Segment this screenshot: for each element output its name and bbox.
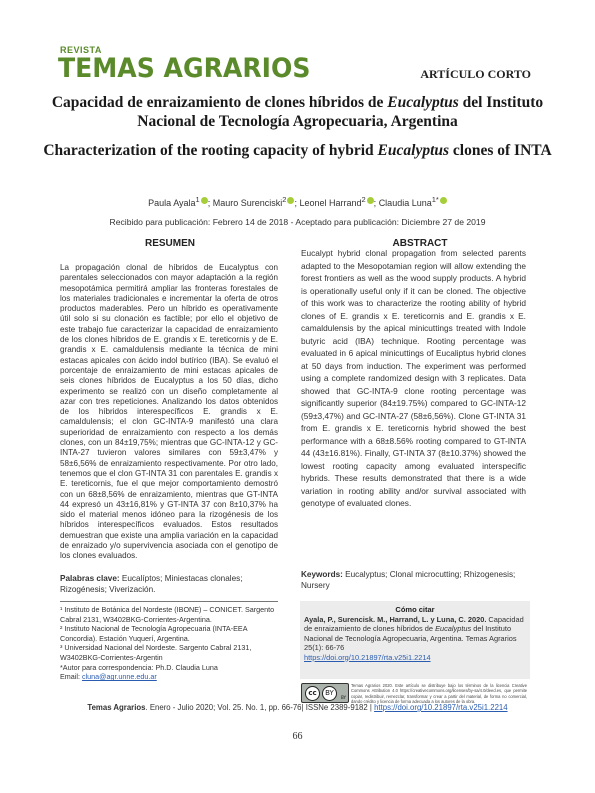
orcid-icon[interactable]	[367, 197, 374, 204]
license-text: Temas Agrarios 2020. Este artículo se distribuye bajo los términos de la licencia Creative Commons Attribution 4.0 https://creativecommons.org/licenses/by-sa/4.0/deed.es, que permite copiar, redistribuir, remezclar, transformar y crear a partir del material, de forma no comercial, dando crédito y licencia de forma adecuada a los autores de la obra.	[351, 683, 527, 704]
orcid-icon[interactable]	[440, 197, 447, 204]
journal-name-logo: TEMAS AGRARIOS	[58, 53, 311, 84]
resumen-body: La propagación clonal de híbridos de Eucalyptus con parentales seleccionados con mayor adaptación a la región mesopotámica permitirá ampliar las fronteras forestales de los materiales tradicionales e incrementar la oferta de otros productos maderables. Pero un híbrido es operativamente útil solo si su clonación es factible; por ello el objetivo de este trabajo fue caracterizar la capacidad de enraizamiento de los clones híbridos de E. grandis x E. tereticornis y de E. grandis x E. camaldulensis mediante la técnica de mini estacas apicales con ácido indol butírico (IBA). Se evaluó el porcentaje de enraizamiento de mini estacas apicales de seis clones híbridos de Eucalyptus a los 50 días, dicho experimento se realizó con un diseño completamente al azar con tres repeticiones. Analizando los datos obtenidos de los híbridos interespecíficos E. grandis x E. camaldulensis; el clon GC-INTA-9 manifestó una clara superioridad de enraizamiento con respecto a los demás clones, con un 84±19,75%; mientras que GC-INTA-12 y GC-INTA-27 tuvieron valores similares con 59±3,47% y 58±6,56% de enraizamiento respectivamente. Por otro lado, tenemos que el clon GT-INTA 31 con parentales E. grandis x E. tereticornis, fue el que mejor comportamiento demostró con un 68±8,56% de enraizamiento, mientras que GT-INTA 44 expresó un 43±16,81% y GT-INTA 37 con 8±10,37% ha sido el material menos idóneo para la rizogénesis de los híbridos interespecíficos evaluados. Estos resultados demuestran que existe una amplia variación en la capacidad de enraizado y/o supervivencia asociada con el genotipo de los clones evaluados.	[60, 263, 278, 561]
citation-heading: Cómo citar	[395, 605, 435, 614]
affiliation-divider	[60, 601, 278, 602]
author-name: Claudia Luna	[378, 198, 432, 208]
page-footer: Temas Agrarios. Enero - Julio 2020; Vol. 25. No. 1, pp. 66-76| ISSNe 2389-9182 | https://doi.org/10.21897/rta.v25i1.2214	[87, 703, 508, 712]
affiliation-item: ² Instituto Nacional de Tecnología Agropecuaria (INTA-EEA Concordia). Estación Yuquerí, Argentina.	[60, 624, 248, 643]
citation-doi-link[interactable]: https://doi.org/10.21897/rta.v25i1.2214	[304, 652, 431, 662]
email-line: Email: cluna@agr.unne.edu.ar	[60, 672, 157, 682]
cc-license-badge[interactable]	[301, 683, 349, 703]
abstract-heading: ABSTRACT	[392, 238, 448, 249]
author-list: Paula Ayala$^1$ ; Mauro Surenciski$^2$ ; Leonel Harrand$^2$ ; Claudia Luna$^{1*}$	[0, 195, 595, 208]
author-name: Paula Ayala	[148, 198, 196, 208]
corresponding-author: *Autor para correspondencia: Ph.D. Claudia Luna	[60, 662, 218, 672]
affiliations	[60, 605, 278, 682]
journal-label-small: REVISTA	[60, 45, 102, 55]
resumen-heading: RESUMEN	[144, 238, 195, 249]
cc-badge-label: BY	[341, 695, 346, 700]
email-link[interactable]: cluna@agr.unne.edu.ar	[81, 672, 157, 682]
keywords-spanish: Palabras clave: Eucalíptos; Miniestacas clonales; Rizogénesis; Viverización.	[60, 574, 243, 594]
title-spanish: Capacidad de enraizamiento de clones híbridos de Eucalyptus del Instituto Nacional de Tecnología Agropecuaria, Argentina	[51, 94, 544, 130]
orcid-icon[interactable]	[201, 197, 208, 204]
affiliation-item: ³ Universidad Nacional del Nordeste. Sargento Cabral 2131, W3402BKG-Corrientes-Argentin	[60, 643, 252, 662]
publication-dates: Recibido para publicación: Febrero 14 de 2018 - Aceptado para publicación: Diciembre 27 de 2019	[109, 217, 486, 227]
title-english: Characterization of the rooting capacity of hybrid Eucalyptus clones of INTA	[43, 142, 552, 159]
citation-body: Ayala, P., Surencisk. M., Harrand, L. y Luna, C. 2020. Capacidad de enraizamiento de clones híbridos de Eucalyptus del Instituto Nacional de Tecnología Agropecuaria, Argentina. Temas Agrarios 25(1): 66-76 https://doi.org/10.21897/rta.v25i1.2214	[304, 615, 524, 662]
section-label: ARTÍCULO CORTO	[420, 67, 531, 81]
author-name: Mauro Surenciski	[212, 198, 283, 208]
keywords-english: Keywords: Eucalyptus; Clonal microcutting; Rhizogenesis; Nursery	[301, 570, 516, 590]
affiliation-item: ¹ Instituto de Botánica del Nordeste (IBONE) – CONICET. Sargento Cabral 2131, W3402BKG-Corrientes-Argentina.	[60, 605, 275, 624]
footer-doi-link[interactable]: https://doi.org/10.21897/rta.v25i1.2214	[374, 703, 508, 712]
cc-icon: cc	[305, 686, 320, 701]
abstract-body: Eucalypt hybrid clonal propagation from selected parents adapted to the Mesopotamian region will allow extending the forest frontiers as well as the wood supply products. A hybrid is operationally useful only if it can be cloned. The objective of this work was to characterize the rooting ability of hybrid clones of E. grandis x E. tereticornis and E. grandis x E. camaldulensis by the apical minicuttings treated with Indole butyric acid (IBA) technique. Rooting percentage was evaluated in 6 apical minicuttings of Eucaliptus hybrid clones at 50 days from induction. The experiment was performed using a complete randomized design with 3 replicates. Data showed that GC-INTA-9 clone rooting percentage was significantly superior (84±19.75%) compared to GC-INTA-12 (59±3,47%) and GC-INTA-27 (58±6,56%). Clone GT-INTA 31 from E. grandis x E. tereticornis hybrid showed the best performance with a 68±8.56% rooting compared to GT-INTA 44 (43±16.81%). Finally, GT-INTA 37 (8±10.37%) showed the lowest rooting capacity among evaluated interspecific hybrids. These results demonstrated that there is a wide variation in rooting ability and/or survival associated with genotype of evaluated clones.	[301, 248, 526, 508]
author-name: Leonel Harrand	[299, 198, 362, 208]
person-icon: BY	[322, 686, 337, 701]
page-number: 66	[292, 731, 303, 742]
